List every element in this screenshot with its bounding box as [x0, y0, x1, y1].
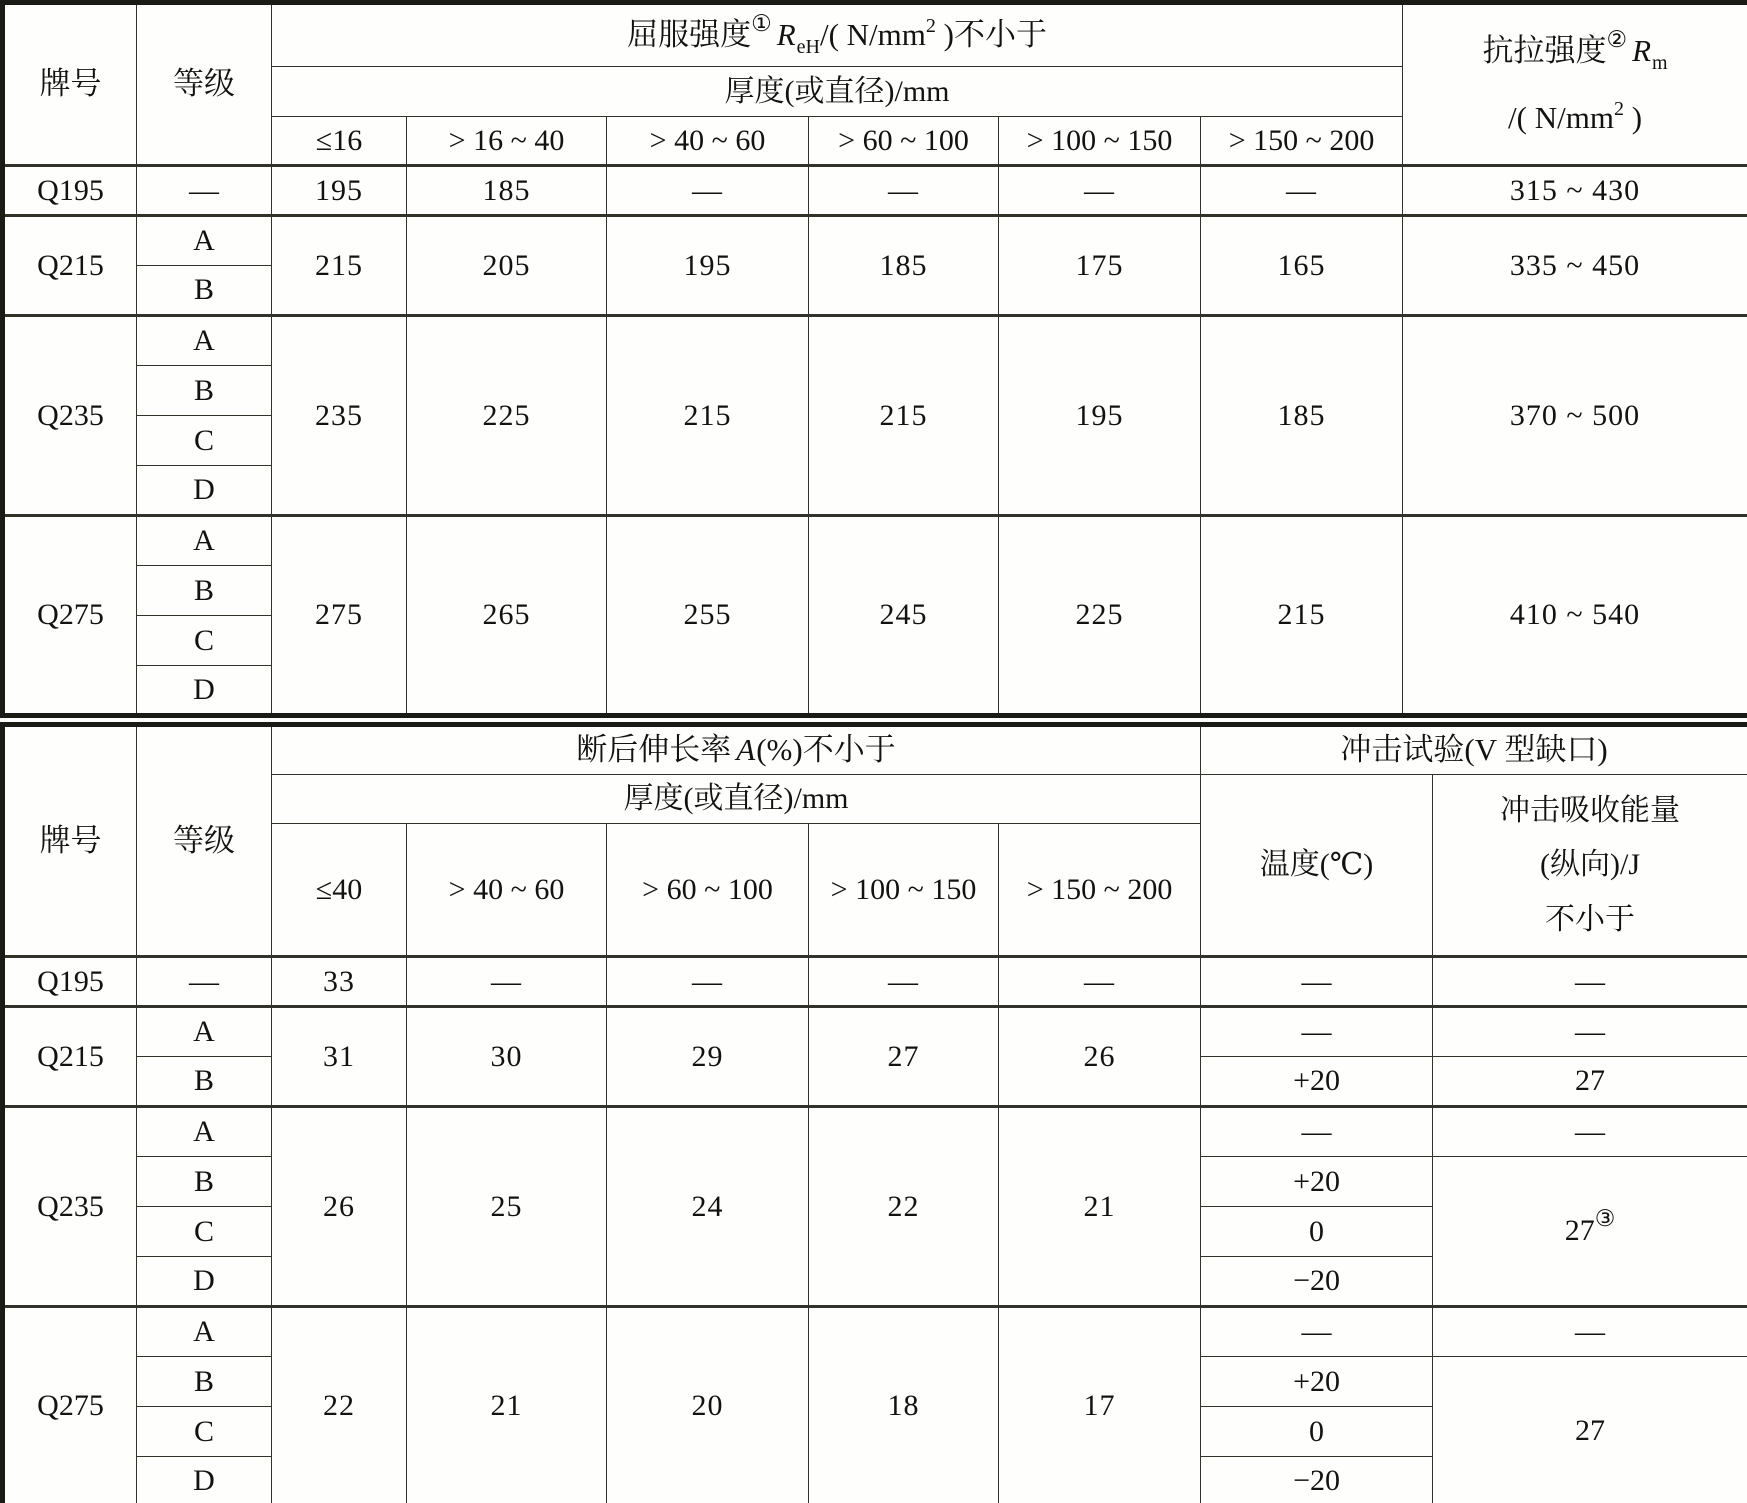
thickness-range-header: > 16 ~ 40: [407, 117, 607, 166]
elongation-symbol: A: [736, 732, 756, 768]
tensile-unit-exponent: 2: [1613, 97, 1624, 120]
grade-cell: A: [137, 316, 272, 366]
value-cell: 235: [272, 316, 407, 516]
value-cell: 215: [272, 216, 407, 316]
grade-cell: —: [137, 166, 272, 216]
impact-energy-line1: 冲击吸收能量: [1500, 793, 1681, 827]
value-cell: —: [607, 957, 809, 1007]
grade-cell: D: [137, 1457, 272, 1503]
grade-cell: A: [137, 516, 272, 566]
brand-cell: Q235: [3, 316, 137, 516]
value-cell: —: [809, 957, 999, 1007]
value-cell: 185: [809, 216, 999, 316]
thickness-range-header: ≤40: [272, 824, 407, 957]
energy-cell: [1433, 1157, 1747, 1307]
energy-cell: [1433, 1057, 1747, 1107]
temperature-cell: +20: [1201, 1057, 1433, 1107]
thickness-subheader: 厚度(或直径)/mm: [272, 775, 1201, 824]
value-cell: 20: [607, 1307, 809, 1503]
table-row: [3, 516, 1747, 566]
value-cell: —: [607, 166, 809, 216]
value-cell: 18: [809, 1307, 999, 1503]
tensile-unit-suffix: ): [1623, 99, 1643, 135]
elongation-impact-table: [0, 722, 1747, 1503]
yield-title-text: 屈服强度: [627, 17, 752, 53]
table-row: [3, 1007, 1747, 1057]
tensile-symbol-subscript: m: [1652, 51, 1668, 74]
value-cell: 185: [407, 166, 607, 216]
value-cell: 175: [999, 216, 1201, 316]
grade-cell: B: [137, 1357, 272, 1407]
energy-value: 27: [1575, 1413, 1606, 1447]
value-cell: 205: [407, 216, 607, 316]
temperature-cell: —: [1201, 1007, 1433, 1057]
impact-energy-line3: 不小于: [1545, 902, 1636, 936]
grade-cell: A: [137, 1307, 272, 1357]
footnote-marker-3: ③: [1594, 1206, 1616, 1232]
value-cell: 225: [407, 316, 607, 516]
grade-cell: D: [137, 666, 272, 716]
value-cell: 265: [407, 516, 607, 716]
impact-energy-line2: (纵向)/J: [1540, 848, 1641, 882]
value-cell: —: [1201, 166, 1403, 216]
energy-value: 27: [1564, 1214, 1595, 1248]
energy-cell: —: [1433, 1307, 1747, 1357]
temperature-cell: −20: [1201, 1457, 1433, 1503]
footnote-marker-2: ②: [1606, 26, 1628, 52]
grade-cell: B: [137, 566, 272, 616]
yield-unit-exponent: 2: [925, 15, 936, 38]
value-cell: 255: [607, 516, 809, 716]
value-cell: 195: [607, 216, 809, 316]
energy-cell: [1433, 1357, 1747, 1503]
tensile-title-line1: [1403, 26, 1747, 74]
thickness-range-header: > 100 ~ 150: [999, 117, 1201, 166]
footnote-marker-1: ①: [751, 11, 772, 37]
value-cell: 25: [407, 1107, 607, 1307]
thickness-range-header: ≤16: [272, 117, 407, 166]
value-cell: 225: [999, 516, 1201, 716]
thickness-subheader: 厚度(或直径)/mm: [272, 67, 1403, 117]
thickness-range-header: > 40 ~ 60: [607, 117, 809, 166]
yield-symbol-subscript: eH: [796, 36, 820, 59]
value-cell: —: [809, 166, 999, 216]
thickness-range-header: > 100 ~ 150: [809, 824, 999, 957]
grade-cell: —: [137, 957, 272, 1007]
value-cell: 185: [1201, 316, 1403, 516]
value-cell: 195: [999, 316, 1201, 516]
elongation-title-text: 断后伸长率: [576, 732, 732, 768]
value-cell: 27: [809, 1007, 999, 1107]
value-cell: 26: [272, 1107, 407, 1307]
impact-test-header: 冲击试验(V 型缺口): [1201, 725, 1747, 775]
yield-symbol: R: [776, 17, 796, 53]
brand-cell: Q195: [3, 957, 137, 1007]
value-cell: 31: [272, 1007, 407, 1107]
value-cell: 165: [1201, 216, 1403, 316]
brand-column-header: 牌号: [3, 725, 137, 957]
yield-unit-suffix: )不小于: [935, 17, 1047, 53]
thickness-range-header: > 60 ~ 100: [607, 824, 809, 957]
value-cell: 275: [272, 516, 407, 716]
grade-cell: D: [137, 466, 272, 516]
brand-cell: Q195: [3, 166, 137, 216]
value-cell: —: [999, 957, 1201, 1007]
table-row: [3, 316, 1747, 366]
grade-cell: B: [137, 1057, 272, 1107]
value-cell: 215: [1201, 516, 1403, 716]
energy-cell: —: [1433, 1107, 1747, 1157]
value-cell: 21: [407, 1307, 607, 1503]
value-cell: 245: [809, 516, 999, 716]
yield-strength-header: [272, 3, 1403, 67]
brand-column-header: 牌号: [3, 3, 137, 166]
elongation-title-suffix: (%)不小于: [756, 732, 896, 768]
tensile-cell: 410 ~ 540: [1403, 516, 1747, 716]
thickness-range-header: > 60 ~ 100: [809, 117, 999, 166]
table-row: [3, 166, 1747, 216]
temperature-cell: −20: [1201, 1257, 1433, 1307]
brand-cell: Q215: [3, 216, 137, 316]
grade-cell: A: [137, 1107, 272, 1157]
energy-cell: —: [1433, 1007, 1747, 1057]
value-cell: 195: [272, 166, 407, 216]
temperature-cell: 0: [1201, 1407, 1433, 1457]
thickness-range-header: > 150 ~ 200: [999, 824, 1201, 957]
value-cell: 215: [809, 316, 999, 516]
brand-cell: Q275: [3, 1307, 137, 1503]
table-row: [3, 1107, 1747, 1157]
value-cell: 22: [809, 1107, 999, 1307]
tensile-title-text: 抗拉强度: [1482, 32, 1607, 68]
tensile-cell: 315 ~ 430: [1403, 166, 1747, 216]
impact-energy-header: [1433, 775, 1747, 957]
temperature-cell: —: [1201, 1307, 1433, 1357]
grade-cell: B: [137, 366, 272, 416]
value-cell: 21: [999, 1107, 1201, 1307]
value-cell: —: [407, 957, 607, 1007]
value-cell: —: [999, 166, 1201, 216]
value-cell: 22: [272, 1307, 407, 1503]
grade-cell: A: [137, 216, 272, 266]
grade-cell: C: [137, 1407, 272, 1457]
temperature-cell: —: [1201, 957, 1433, 1007]
grade-cell: B: [137, 266, 272, 316]
tensile-title-line2: [1403, 99, 1747, 138]
tensile-strength-header: [1403, 3, 1747, 166]
grade-cell: B: [137, 1157, 272, 1207]
tensile-cell: 335 ~ 450: [1403, 216, 1747, 316]
energy-value: 27: [1575, 1064, 1606, 1098]
temperature-cell: —: [1201, 1107, 1433, 1157]
brand-cell: Q235: [3, 1107, 137, 1307]
tensile-cell: 370 ~ 500: [1403, 316, 1747, 516]
temperature-header: 温度(℃): [1201, 775, 1433, 957]
value-cell: 29: [607, 1007, 809, 1107]
tensile-unit-prefix: /( N/mm: [1508, 99, 1614, 135]
energy-cell: —: [1433, 957, 1747, 1007]
grade-cell: D: [137, 1257, 272, 1307]
temperature-cell: +20: [1201, 1357, 1433, 1407]
tensile-symbol: R: [1632, 32, 1652, 68]
grade-column-header: 等级: [137, 3, 272, 166]
temperature-cell: +20: [1201, 1157, 1433, 1207]
elongation-header: [272, 725, 1201, 775]
value-cell: 30: [407, 1007, 607, 1107]
grade-cell: C: [137, 1207, 272, 1257]
table-row: [3, 957, 1747, 1007]
value-cell: 33: [272, 957, 407, 1007]
thickness-range-header: > 150 ~ 200: [1201, 117, 1403, 166]
temperature-cell: 0: [1201, 1207, 1433, 1257]
grade-column-header: 等级: [137, 725, 272, 957]
value-cell: 24: [607, 1107, 809, 1307]
yield-unit-prefix: /( N/mm: [819, 17, 926, 53]
grade-cell: A: [137, 1007, 272, 1057]
table-row: [3, 216, 1747, 266]
value-cell: 26: [999, 1007, 1201, 1107]
value-cell: 17: [999, 1307, 1201, 1503]
thickness-range-header: > 40 ~ 60: [407, 824, 607, 957]
brand-cell: Q215: [3, 1007, 137, 1107]
grade-cell: C: [137, 416, 272, 466]
yield-tensile-table: [0, 0, 1747, 718]
table-row: [3, 1307, 1747, 1357]
value-cell: 215: [607, 316, 809, 516]
brand-cell: Q275: [3, 516, 137, 716]
grade-cell: C: [137, 616, 272, 666]
